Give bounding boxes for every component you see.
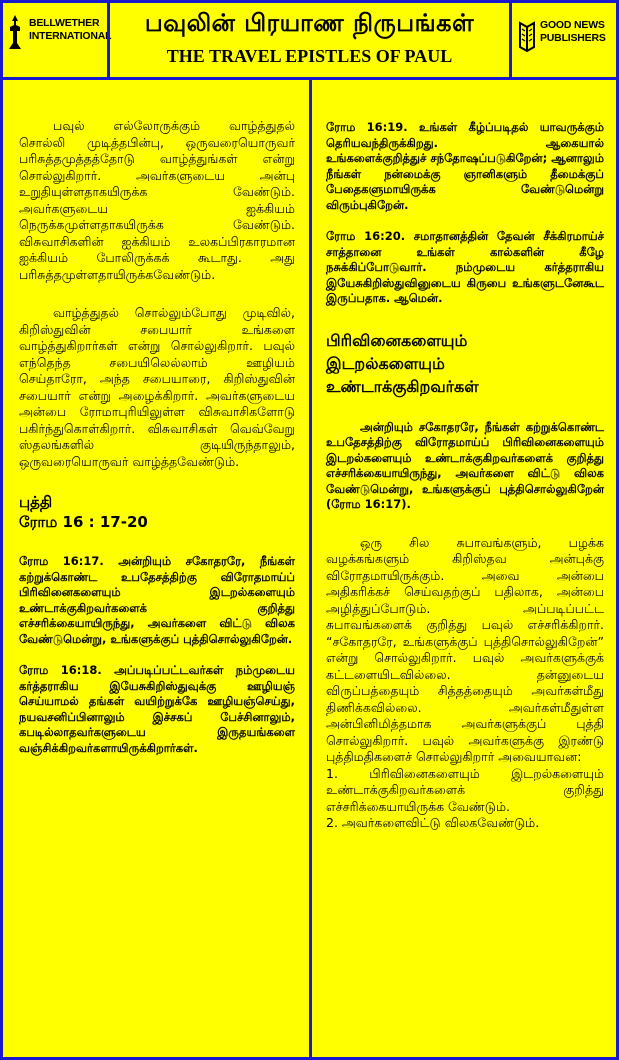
verse-16-19: ரோம 16:19. உங்கள் கீழ்ப்படிதல் யாவருக்கும் தெரியவந்திருக்கிறது. ஆகையால் உங்களைக்குறித்துச் சந்தோஷப்படுகிறேன்; ஆனாலும் நீங்கள் நன்மைக்கு ஞானிகளும் தீமைக்குப் பேதைகளுமாயிருக்க வேண்டுமென்று விரும்புகிறேன். (326, 120, 604, 212)
verse-16-18: ரோம 16:18. அப்படிப்பட்டவர்கள் நம்முடைய கர்த்தராகிய இயேசுகிறிஸ்துவுக்கு ஊழியஞ் செய்யாமல் தங்கள் வயிற்றுக்கே ஊழியஞ்செய்து, நயவசனிப்பினாலும் இச்சகப் பேச்சினாலும், கபடில்லாதவர்களுடைய இருதயங்களை வஞ்சிக்கிறவர்களாயிருக்கிறார்கள். (19, 663, 295, 755)
header (0, 0, 619, 80)
list-item-1: 1. பிரிவினைகளையும் இடறல்களையும் உண்டாக்குகிறவர்களைக் குறித்து எச்சரிக்கையாயிருக்க வேண்டும். (326, 765, 604, 814)
logo-line-2: INTERNATIONAL (29, 30, 112, 42)
scripture-reference: ரோம 16 : 17-20 (19, 513, 148, 531)
lamp-icon (5, 13, 25, 53)
list-item-2: 2. அவர்களைவிட்டு விலகவேண்டும். (326, 815, 540, 830)
right-column (309, 77, 619, 1060)
logo-line-1: GOOD NEWS (540, 19, 605, 31)
book-icon (518, 19, 536, 53)
verse-16-17: ரோம 16:17. அன்றியும் சகோதரரே, நீங்கள் கற்றுக்கொண்ட உபதேசத்திற்கு விரோதமாய்ப் பிரிவினைகளையும் இடறல்களையும் உண்டாக்குகிறவர்களைக் குறித்து எச்சரிக்கையாயிருந்து, அவர்களை விட்டு விலக வேண்டுமென்று, உங்களுக்குப் புத்திசொல்லுகிறேன். (19, 554, 295, 646)
bellwether-logo-box (0, 0, 110, 80)
title-box (107, 0, 512, 80)
section-heading-line-2: இடறல்களையும் (326, 353, 445, 373)
section-heading-line-1: பிரிவினைகளையும் (326, 330, 468, 350)
paragraph-church-greeting: வாழ்த்துதல் சொல்லும்போது முடிவில், கிறிஸ்துவின் சபையார் உங்களை வாழ்த்துகிறார்கள் என்று சொல்லுகிறார். பவுல் எந்தெந்த சபையிலெல்லாம் ஊழியம் செய்தாரோ, அந்த சபையாரை, கிறிஸ்துவின் சபையார் என்று அழைக்கிறார். அவர்களுடைய அன்பை ரோமாபுரியிலுள்ள விசுவாசிகளோடு பகிர்ந்துகொள்கிறார். விசுவாசிகள் வெவ்வேறு ஸ்தலங்களில் குடியிருந்தாலும், ஒருவரையொருவர் வாழ்த்தவேண்டும். (19, 305, 295, 469)
paragraph-warning: ஒரு சில சுபாவங்களும், பழக்க வழக்கங்களும் கிறிஸ்தவ அன்புக்கு விரோதமாயிருக்கும். அவை அன்பை அதிகரிக்கச் செய்வதற்குப் பதிலாக, அன்பை அழித்துப்போடும். அப்படிப்பட்ட சுபாவங்களைக் குறித்து பவுல் எச்சரிக்கிறார். “சகோதரரே, உங்களுக்குப் புத்திசொல்லுகிறேன்” என்று சொல்லுகிறார். பவுல் அவர்களுக்குக் கட்டளையிடவில்லை. தன்னுடைய விருப்பத்தையும் சித்தத்தையும் அவர்கள்மீது திணிக்கவில்லை. அவர்கள்மீதுள்ள அன்பினிமித்தமாக அவர்களுக்குப் புத்தி சொல்லுகிறார். பவுல் அவர்களுக்கு இரண்டு புத்திமதிகளைச் சொல்லுகிறார் அவையாவன: (326, 534, 604, 764)
verse-16-20: ரோம 16:20. சமாதானத்தின் தேவன் சீக்கிரமாய்ச் சாத்தானை உங்கள் கால்களின் கீழே நசுக்கிப்போடுவார். நம்முடைய கர்த்தராகிய இயேசுகிறிஸ்துவினுடைய கிருபை உங்களுடனேகூட இருப்பதாக. ஆமென். (326, 229, 604, 305)
title-tamil: பவுலின் பிரயாண நிருபங்கள் (144, 9, 475, 37)
logo-line-2: PUBLISHERS (540, 32, 606, 44)
good-news-logo-box (509, 0, 619, 80)
logo-line-1: BELLWETHER (29, 17, 100, 29)
title-english: THE TRAVEL EPISTLES OF PAUL (166, 46, 453, 66)
section-heading: புத்தி (19, 493, 53, 511)
bold-verse-paragraph: அன்றியும் சகோதரரே, நீங்கள் கற்றுக்கொண்ட உபதேசத்திற்கு விரோதமாய்ப் பிரிவினைகளையும் இடறல்களையும் உண்டாக்குகிறவர்களைக் குறித்து எச்சரிக்கையாயிருந்து, அவர்களை விட்டு விலக வேண்டுமென்று, உங்களுக்குப் புத்திசொல்லுகிறேன் (ரோம 16:17). (326, 419, 604, 511)
paragraph-greeting: பவுல் எல்லோருக்கும் வாழ்த்துதல் சொல்லி முடித்தபின்பு, ஒருவரையொருவர் பரிசுத்தமுத்தத்தோடு வாழ்த்துங்கள் என்று சொல்லுகிறார். அவர்களுடைய அன்பு உறுதியுள்ளதாகயிருக்க வேண்டும். அவர்களுடைய ஐக்கியம் நெருக்கமுள்ளதாகயிருக்க வேண்டும். விசுவாசிகளின் ஐக்கியம் உலகப்பிரகாரமான ஐக்கியம் போலிருக்கக் கூடாது. அது பரிசுத்தமுள்ளதாயிருக்கவேண்டும். (19, 118, 295, 282)
section-heading-line-3: உண்டாக்குகிறவர்கள் (326, 376, 479, 396)
good-news-logo-text (540, 19, 606, 45)
bellwether-logo-text (29, 17, 111, 43)
left-column (0, 77, 312, 1060)
